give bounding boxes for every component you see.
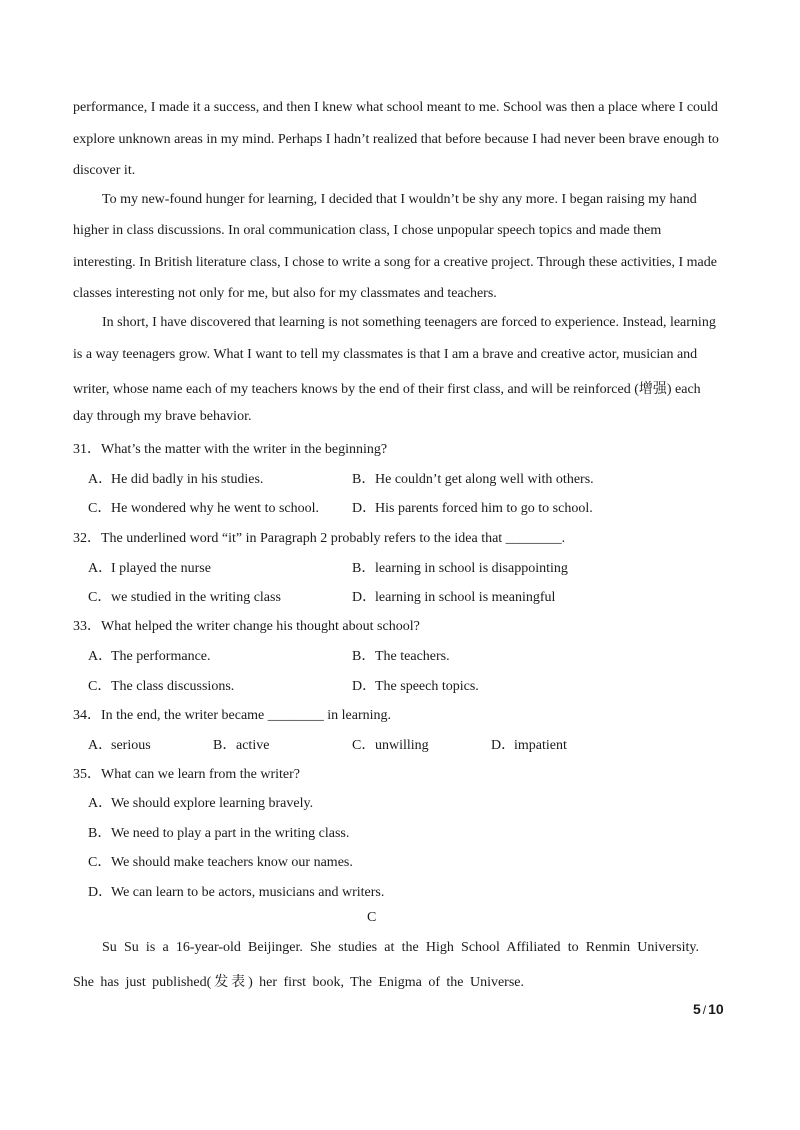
question-33-option-d[interactable]	[352, 675, 479, 695]
passage-b-p1-line-2: explore unknown areas in my mind. Perhaps I hadn’t realized that before because I had never been brave enough to	[73, 132, 719, 147]
option-letter: C．	[88, 855, 112, 870]
option-text: He wondered why he went to school.	[111, 501, 320, 516]
option-letter: B．	[88, 826, 112, 841]
option-letter: D．	[88, 885, 113, 900]
question-32-option-b[interactable]	[352, 557, 568, 577]
option-letter: D．	[491, 738, 516, 753]
option-letter: A．	[88, 796, 113, 811]
passage-b-p2-line-3: interesting. In British literature class, I chose to write a song for a creative project. Through these activities, I made	[73, 255, 717, 270]
option-text: The teachers.	[375, 649, 450, 664]
question-35-option-d[interactable]	[88, 881, 384, 901]
passage-b-p3-line-4: day through my brave behavior.	[73, 409, 252, 424]
question-34-option-b[interactable]	[213, 734, 269, 754]
page-number	[693, 1001, 724, 1017]
option-letter: A．	[88, 649, 113, 664]
option-letter: D．	[352, 501, 377, 516]
question-31-option-d[interactable]	[352, 497, 593, 517]
option-letter: B．	[213, 738, 237, 753]
option-letter: B．	[352, 561, 376, 576]
question-33-option-b[interactable]	[352, 645, 450, 665]
page-current: 5	[693, 1001, 701, 1017]
question-34-stem: 34．In the end, the writer became ________ in learning.	[73, 708, 392, 723]
question-34-option-a[interactable]	[88, 734, 151, 754]
page-separator: /	[702, 1003, 707, 1017]
passage-c-line-1: Su Su is a 16-year-old Beijinger. She studies at the High School Affiliated to Renmin University.	[102, 940, 699, 955]
option-text: we studied in the writing class	[111, 590, 281, 605]
option-letter: C．	[88, 590, 112, 605]
option-letter: C．	[88, 501, 112, 516]
question-35-stem: 35．What can we learn from the writer?	[73, 767, 301, 782]
page-total: 10	[708, 1001, 724, 1017]
passage-c-line-2: She has just published(发表) her first book, The Enigma of the Universe.	[73, 975, 524, 990]
question-32-option-d[interactable]	[352, 586, 555, 606]
question-31-stem: 31．What’s the matter with the writer in the beginning?	[73, 442, 388, 457]
option-text: He couldn’t get along well with others.	[375, 472, 594, 487]
option-letter: A．	[88, 561, 113, 576]
question-32-stem: 32．The underlined word “it” in Paragraph 2 probably refers to the idea that ________.	[73, 531, 566, 546]
option-text: We need to play a part in the writing class.	[111, 826, 350, 841]
passage-b-p3-line-1: In short, I have discovered that learning is not something teenagers are forced to experience. Instead, learning	[102, 315, 716, 330]
option-text: unwilling	[375, 738, 429, 753]
question-31-option-a[interactable]	[88, 468, 263, 488]
option-text: We should make teachers know our names.	[111, 855, 353, 870]
option-text: We can learn to be actors, musicians and writers.	[111, 885, 385, 900]
option-letter: D．	[352, 679, 377, 694]
option-text: His parents forced him to go to school.	[375, 501, 593, 516]
passage-b-p2-line-4: classes interesting not only for me, but also for my classmates and teachers.	[73, 286, 497, 301]
question-35-option-c[interactable]	[88, 851, 353, 871]
option-text: The speech topics.	[375, 679, 479, 694]
question-32-option-c[interactable]	[88, 586, 281, 606]
option-text: learning in school is meaningful	[375, 590, 556, 605]
question-32-option-a[interactable]	[88, 557, 211, 577]
option-text: I played the nurse	[111, 561, 211, 576]
option-text: The performance.	[111, 649, 211, 664]
option-text: serious	[111, 738, 151, 753]
option-letter: D．	[352, 590, 377, 605]
passage-b-p2-line-2: higher in class discussions. In oral communication class, I chose unpopular speech topics and made them	[73, 223, 662, 238]
option-letter: C．	[88, 679, 112, 694]
option-text: We should explore learning bravely.	[111, 796, 314, 811]
option-letter: A．	[88, 472, 113, 487]
option-letter: A．	[88, 738, 113, 753]
option-letter: B．	[352, 472, 376, 487]
passage-b-p2-line-1: To my new-found hunger for learning, I decided that I wouldn’t be shy any more. I began raising my hand	[102, 192, 697, 207]
passage-b-p3-line-2: is a way teenagers grow. What I want to tell my classmates is that I am a brave and creative actor, musician and	[73, 347, 698, 362]
question-34-option-d[interactable]	[491, 734, 567, 754]
question-31-option-b[interactable]	[352, 468, 594, 488]
question-33-option-a[interactable]	[88, 645, 211, 665]
question-35-option-b[interactable]	[88, 822, 349, 842]
option-text: learning in school is disappointing	[375, 561, 568, 576]
option-text: The class discussions.	[111, 679, 235, 694]
question-33-option-c[interactable]	[88, 675, 234, 695]
question-33-stem: 33．What helped the writer change his thought about school?	[73, 619, 420, 634]
option-text: active	[236, 738, 270, 753]
passage-b-p1-line-3: discover it.	[73, 163, 136, 178]
passage-b-p3-line-3: writer, whose name each of my teachers knows by the end of their first class, and will be reinforced (增强) each	[73, 382, 701, 397]
option-letter: B．	[352, 649, 376, 664]
question-31-option-c[interactable]	[88, 497, 319, 517]
passage-b-p1-line-1: performance, I made it a success, and then I knew what school meant to me. School was then a place where I could	[73, 100, 718, 115]
question-35-option-a[interactable]	[88, 792, 313, 812]
option-text: He did badly in his studies.	[111, 472, 264, 487]
section-letter-c: C	[367, 910, 377, 925]
option-text: impatient	[514, 738, 567, 753]
question-34-option-c[interactable]	[352, 734, 429, 754]
option-letter: C．	[352, 738, 376, 753]
